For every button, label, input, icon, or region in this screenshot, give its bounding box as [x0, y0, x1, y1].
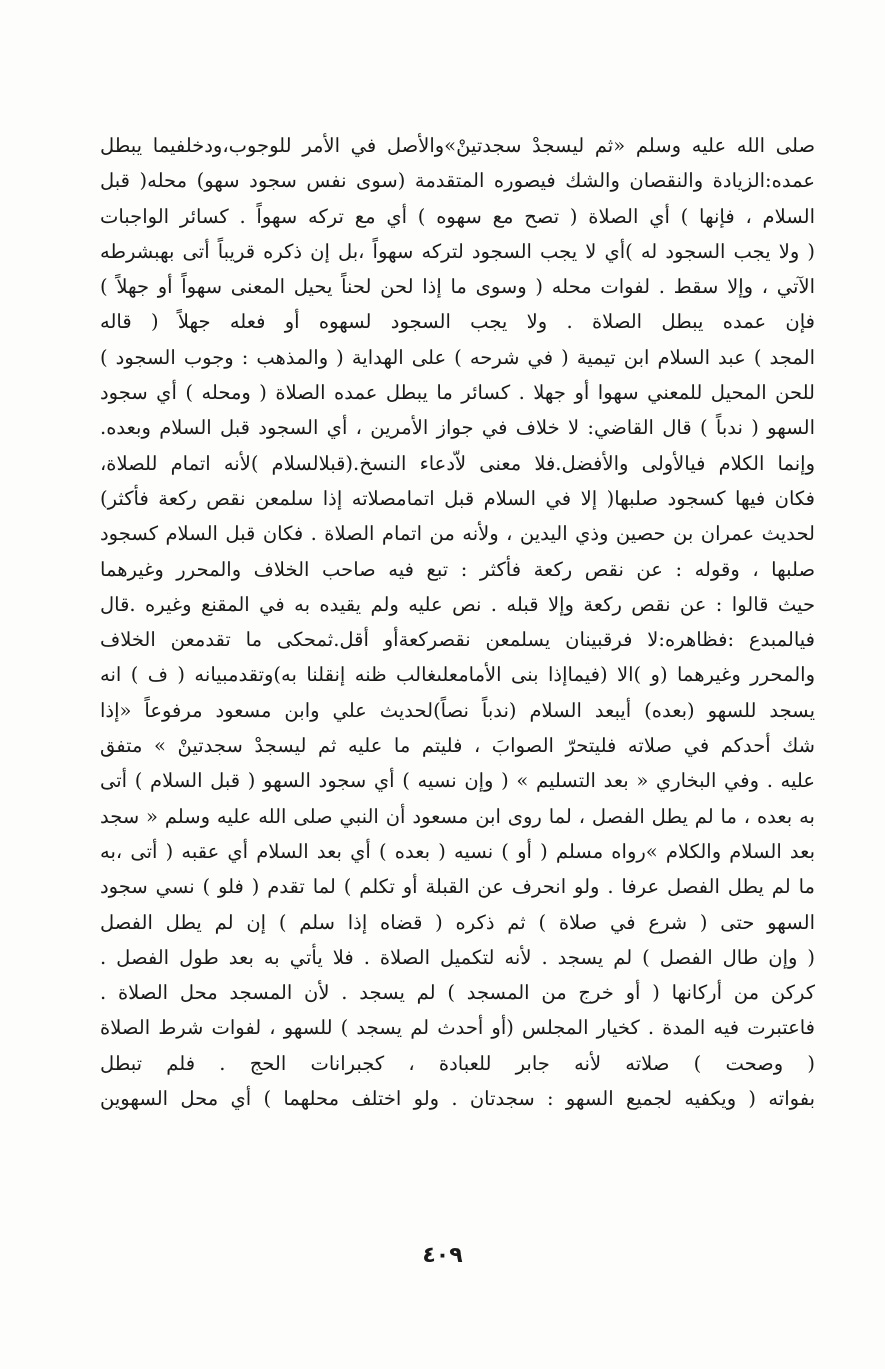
text-line: ( وإن طال الفصل ) لم يسجد . لأنه لتكميل الصلاة . فلا يأتي به بعد طول الفصل . — [100, 945, 815, 969]
text-line: عليه . وفي البخاري « بعد التسليم » ( وإن نسيه ) أي سجود السهو ( قبل السلام ) أتى — [100, 769, 815, 793]
text-line: ( ولا يجب السجود له )أي لا يجب السجود لتركه سهواً ،بل إن ذكره قريباً أتى بهبشرطه — [100, 239, 815, 263]
text-line: ما لم يطل الفصل عرفا . ولو انحرف عن القبلة أو تكلم ) لما تقدم ( فلو ) نسي سجود — [100, 875, 815, 899]
page-number: ٤٠٩ — [422, 1243, 463, 1268]
text-line: حيث قالوا : عن نقص ركعة وإلا قبله . نص عليه ولم يقيده به في المقنع وغيره .قال — [100, 592, 815, 616]
text-line: الآتي ، وإلا سقط . لفوات محله ( وسوى ما إذا لحن لحناً يحيل المعنى سهواً أو جهلاً ) — [100, 275, 815, 299]
text-line: ( وصحت ) صلاته لأنه جابر للعبادة ، كجبرانات الحج . فلم تبطل — [100, 1051, 815, 1075]
text-line: السهو ( ندباً ) قال القاضي: لا خلاف في جواز الأمرين ، أي السجود قبل السلام وبعده. — [100, 416, 815, 440]
text-line: يسجد للسهو (بعده) أيبعد السلام (ندباً نصاً)لحديث علي وابن مسعود مرفوعاً «إذا — [100, 698, 815, 722]
text-line: فإن عمده يبطل الصلاة . ولا يجب السجود لسهوه أو فعله جهلاً ( قاله — [100, 310, 815, 334]
text-line: فيالمبدع :فظاهره:لا فرقبينان يسلمعن نقصركعةأو أقل.ثمحكى ما تقدمعن الخلاف — [100, 628, 815, 652]
text-line: لحديث عمران بن حصين وذي اليدين ، ولأنه من اتمام الصلاة . فكان قبل السلام كسجود — [100, 522, 815, 546]
text-line: والمحرر وغيرهما (و )الا (فيماإذا بنى الأمامعلىغالب ظنه إنقلنا به)وتقدمبيانه ( ف ) انه — [100, 663, 815, 687]
text-line: السلام ، فإنها ) أي الصلاة ( تصح مع سهوه ) أي مع تركه سهواً . كسائر الواجبات — [100, 204, 815, 228]
text-line: صلبها ، وقوله : عن نقص ركعة فأكثر : تبع فيه صاحب الخلاف والمحرر وغيرهما — [100, 557, 815, 581]
text-line: بعد السلام والكلام »رواه مسلم ( أو ) نسيه ( بعده ) أي بعد السلام أي عقبه ( أتى ،به — [100, 839, 815, 863]
text-line: المجد ) عبد السلام ابن تيمية ( في شرحه ) على الهداية ( والمذهب : وجوب السجود ) — [100, 345, 815, 369]
text-line: وإنما الكلام فيالأولى والأفضل.فلا معنى لاّدعاء النسخ.(قبلالسلام )لأنه اتمام للصلاة، — [100, 451, 815, 475]
text-line: فاعتبرت فيه المدة . كخيار المجلس (أو أحدث لم يسجد ) للسهو ، لفوات شرط الصلاة — [100, 1016, 815, 1040]
text-line: كركن من أركانها ( أو خرج من المسجد ) لم يسجد . لأن المسجد محل الصلاة . — [100, 981, 815, 1005]
body-text — [100, 128, 815, 1116]
text-line: بفواته ( ويكفيه لجميع السهو : سجدتان . ولو اختلف محلهما ) أي محل السهوين — [100, 1087, 815, 1111]
text-line: فكان فيها كسجود صلبها( إلا في السلام قبل اتمامصلاته إذا سلمعن نقص ركعة فأكثر) — [100, 486, 815, 510]
text-line: عمده:الزيادة والنقصان والشك فيصوره المتقدمة (سوى نفس سجود سهو) محله( قبل — [100, 169, 815, 193]
text-line: للحن المحيل للمعني سهوا أو جهلا . كسائر ما يبطل عمده الصلاة ( ومحله ) أي سجود — [100, 381, 815, 405]
text-line: شك أحدكم في صلاته فليتحرّ الصوابَ ، فليتم ما عليه ثم ليسجدْ سجدتينْ » متفق — [100, 734, 815, 758]
text-line: به بعده ، ما لم يطل الفصل ، لما روى ابن مسعود أن النبي صلى الله عليه وسلم « سجد — [100, 804, 815, 828]
text-line: صلى الله عليه وسلم «ثم ليسجدْ سجدتينْ»والأصل في الأمر للوجوب،ودخلفيما يبطل — [100, 134, 815, 157]
text-line: السهو حتى ( شرع في صلاة ) ثم ذكره ( قضاه إذا سلم ) إن لم يطل الفصل — [100, 910, 815, 934]
